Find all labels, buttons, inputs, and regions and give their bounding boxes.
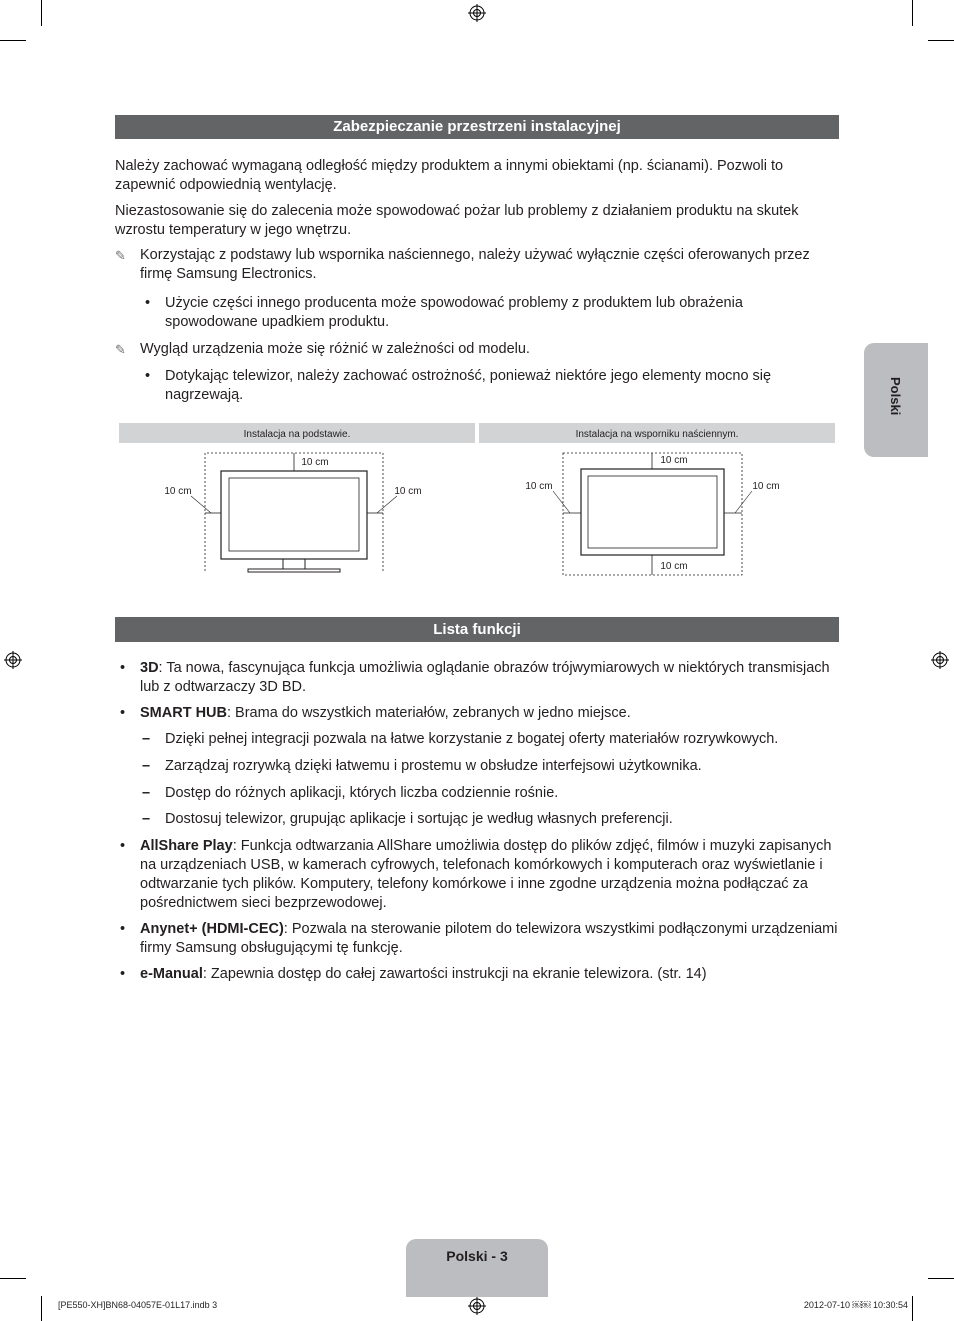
tv-on-wall-drawing (525, 453, 779, 575)
dash-item (115, 730, 839, 749)
registration-mark-icon (4, 651, 22, 669)
bullet-icon: • (120, 705, 126, 721)
installation-clearance-diagram (115, 423, 839, 583)
feature-description: : Funkcja odtwarzania AllShare umożliwia dostęp do plików zdjęć, filmów i muzyki zapisanych na urządzeniach USB, w kamerach cyfrowych, telefonach komórkowych i komputerach oraz wyświetlanie i odtwarzanie tych plików. Komputery, telefony komórkowe i inne zgodne urządzenia można podłączać za pośrednictwem sieci bezprzewodowej. (140, 838, 832, 911)
bullet-icon: • (120, 838, 126, 854)
crop-mark (0, 40, 26, 41)
distance-label: 10 cm (301, 457, 329, 468)
bullet-item (115, 367, 839, 405)
feature-item-e-manual (115, 965, 839, 984)
footer-timestamp: 2012-07-10 ￼￼ 10:30:54 (803, 1300, 908, 1310)
feature-description: : Ta nowa, fascynująca funkcja umożliwia oglądanie obrazów trójwymiarowych w niektórych transmisjach lub z odtwarzaczy 3D BD. (140, 660, 830, 695)
crop-mark (928, 40, 954, 41)
note (115, 340, 839, 359)
language-side-tab-label: Polski (888, 377, 903, 416)
crop-mark (912, 0, 913, 26)
registration-mark-icon (468, 4, 486, 22)
distance-label: 10 cm (164, 486, 192, 497)
registration-mark-icon (931, 651, 949, 669)
language-side-tab (864, 343, 928, 457)
registration-mark-icon (468, 1297, 486, 1315)
dash-icon: – (142, 731, 151, 747)
section-header-installation: Zabezpieczanie przestrzeni instalacyjnej (115, 115, 839, 139)
crop-mark (928, 1278, 954, 1279)
feature-term: SMART HUB (140, 705, 227, 721)
feature-term: AllShare Play (140, 838, 233, 854)
crop-mark (41, 1296, 42, 1321)
tv-on-stand-drawing (164, 453, 421, 572)
dash-item (115, 784, 839, 803)
distance-label: 10 cm (660, 561, 688, 572)
dash-item (115, 810, 839, 829)
dash-text: Dostosuj telewizor, grupując aplikacje i sortując je według własnych preferencji. (165, 811, 673, 827)
bullet-icon: • (145, 295, 151, 311)
note-text: Wygląd urządzenia może się różnić w zależności od modelu. (140, 341, 530, 357)
bullet-icon: • (120, 660, 126, 676)
page-content (115, 115, 839, 984)
crop-mark (41, 0, 42, 26)
distance-label: 10 cm (752, 481, 780, 492)
feature-term: Anynet+ (HDMI-CEC) (140, 921, 284, 937)
feature-description: : Pozwala na sterowanie pilotem do telewizora wszystkimi podłączonymi urządzeniami firmy Samsung obsługującymi tę funkcję. (140, 921, 838, 956)
dash-text: Dostęp do różnych aplikacji, których liczba codziennie rośnie. (165, 785, 559, 801)
distance-label: 10 cm (660, 455, 688, 466)
bullet-icon: • (145, 368, 151, 384)
stand-installation-label: Instalacja na podstawie. (243, 429, 351, 440)
bullet-icon: • (120, 966, 126, 982)
dash-text: Dzięki pełnej integracji pozwala na łatwe korzystanie z bogatej oferty materiałów rozrywkowych. (165, 731, 779, 747)
feature-description: : Zapewnia dostęp do całej zawartości instrukcji na ekranie telewizora. (str. 14) (202, 966, 707, 982)
dash-icon: – (142, 758, 151, 774)
wall-installation-label: Instalacja na wsporniku naściennym. (575, 429, 739, 440)
feature-item-anynet (115, 920, 839, 958)
dash-icon: – (142, 785, 151, 801)
pencil-note-icon: ✎ (115, 342, 126, 357)
feature-description: : Brama do wszystkich materiałów, zebranych w jedno miejsce. (227, 705, 631, 721)
feature-term: 3D (140, 660, 159, 676)
distance-label: 10 cm (394, 486, 422, 497)
paragraph: Niezastosowanie się do zalecenia może spowodować pożar lub problemy z działaniem produktu na skutek wzrostu temperatury w jego wnętrzu. (115, 203, 799, 238)
bullet-item (115, 294, 839, 332)
feature-item-smart-hub (115, 704, 839, 723)
crop-mark (0, 1278, 26, 1279)
crop-mark (912, 1296, 913, 1321)
note-text: Korzystając z podstawy lub wspornika naściennego, należy używać wyłącznie części oferowanych przez firmę Samsung Electronics. (140, 247, 810, 282)
page-number: Polski - 3 (406, 1239, 548, 1297)
bullet-icon: • (120, 921, 126, 937)
paragraph: Należy zachować wymaganą odległość między produktem a innymi obiektami (np. ścianami). Pozwoli to zapewnić odpowiednią wentylację. (115, 158, 784, 193)
dash-text: Zarządzaj rozrywką dzięki łatwemu i prostemu w obsłudze interfejsowi użytkownika. (165, 758, 702, 774)
bullet-text: Użycie części innego producenta może spowodować problemy z produktem lub obrażenia spowodowane upadkiem produktu. (165, 295, 743, 330)
bullet-text: Dotykając telewizor, należy zachować ostrożność, ponieważ niektóre jego elementy mocno się nagrzewają. (165, 368, 772, 403)
feature-item-allshare-play (115, 837, 839, 913)
dash-icon: – (142, 811, 151, 827)
pencil-note-icon: ✎ (115, 248, 126, 263)
distance-label: 10 cm (525, 481, 553, 492)
dash-item (115, 757, 839, 776)
feature-term: e-Manual (140, 966, 203, 982)
feature-item-3d (115, 659, 839, 697)
footer-file-info: [PE550-XH]BN68-04057E-01L17.indb 3 (58, 1300, 218, 1310)
note (115, 246, 839, 284)
section-header-features: Lista funkcji (115, 617, 839, 642)
